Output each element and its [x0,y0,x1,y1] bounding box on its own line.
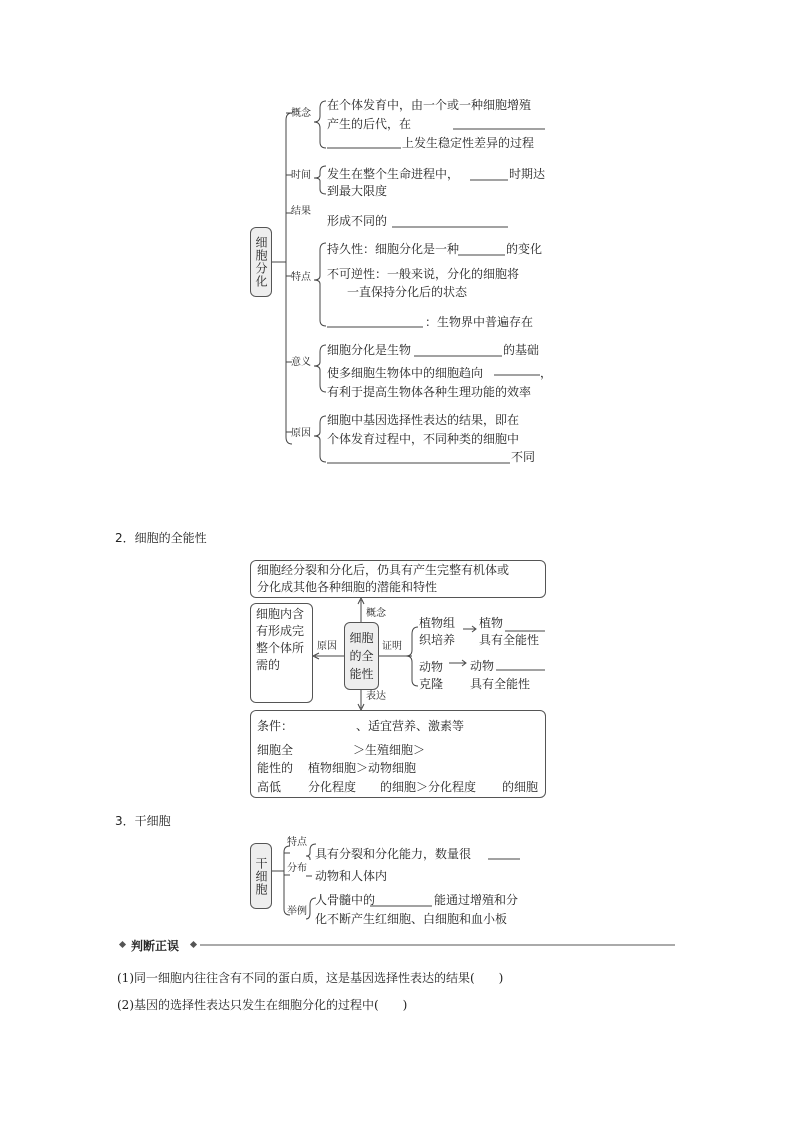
stem-label-feature: 特点 [287,837,307,848]
result-line: 形成不同的 [327,214,388,228]
stem-cell-root-label: 干细胞 [254,856,268,896]
animal-result-2: 具有全能性 [470,677,531,691]
concept-line-2: 产生的后代，在 [327,117,412,131]
level-3c: 的细胞 [502,780,539,794]
level-3b: 的细胞＞分化程度 [380,780,477,794]
arrow-label-reason: 原因 [317,641,337,652]
reason-line-3: 不同 [511,450,536,464]
animal-result-1: 动物 [470,659,495,673]
arrow-label-proof: 证明 [382,641,402,652]
reason-line-2: 个体发育过程中，不同种类的细胞中 [327,432,520,446]
meaning-1b: 的基础 [503,343,540,357]
reason-box-line-2: 有形成完 [256,624,305,638]
label-meaning: 意义 [291,357,311,368]
meaning-1: 细胞分化是生物 [327,343,412,357]
arrow-label-concept: 概念 [366,608,386,619]
feature-2-line-2: 一直保持分化后的状态 [347,285,468,299]
judge-title: 判断正误 [131,939,180,953]
plant-result-1: 植物 [479,616,504,630]
animal-line-1: 动物 [419,660,444,674]
totipotency-reason-box [250,603,313,703]
stem-label-distribution: 分布 [287,863,307,874]
section-2-title: 2．细胞的全能性 [115,531,207,545]
level-label-3: 高低 [257,780,282,794]
time-line-1: 发生在整个生命进程中， [327,167,460,181]
plant-line-1: 植物组 [419,616,456,630]
label-features: 特点 [291,272,311,283]
cell-differentiation-root [250,227,272,297]
stem-example-1b: 能通过增殖和分 [434,893,519,907]
reason-box-line-4: 需的 [256,658,281,672]
stem-feature: 具有分裂和分化能力，数量很 [315,847,472,861]
label-result: 结果 [291,206,311,217]
totipotency-concept-box [250,560,546,598]
time-line-2: 到最大限度 [327,184,388,198]
feature-1b: 的变化 [506,242,543,256]
plant-line-2: 织培养 [419,633,456,647]
reason-line-1: 细胞中基因选择性表达的结果，即在 [327,413,520,427]
meaning-2-line-1: 使多细胞生物体中的细胞趋向 [327,366,484,380]
label-concept: 概念 [291,108,311,119]
level-label-1: 细胞全 [257,743,294,757]
concept-box-line-2: 分化成其他各种细胞的潜能和特性 [257,580,438,594]
reason-box-line-3: 整个体所 [256,641,305,655]
condition-text: 、适宜营养、激素等 [356,719,465,733]
reason-box-line-1: 细胞内含 [256,607,305,621]
judge-question-2: (2)基因的选择性表达只发生在细胞分化的过程中( ) [117,998,408,1012]
condition-label: 条件： [257,719,294,733]
stem-cell-root [250,843,272,909]
arrow-label-express: 表达 [366,691,386,702]
label-time: 时间 [291,170,311,181]
level-1: ＞生殖细胞＞ [353,743,426,757]
section-3-title: 3．干细胞 [115,814,171,828]
stem-example-1a: 人骨髓中的 [315,893,376,907]
level-label-2: 能性的 [257,761,294,775]
judge-question-1: (1)同一细胞内往往含有不同的蛋白质，这是基因选择性表达的结果( ) [117,971,504,985]
feature-2-line-1: 不可逆性：一般来说，分化的细胞将 [327,267,520,281]
concept-line-1: 在个体发育中，由一个或一种细胞增殖 [327,98,532,112]
plant-result-2: 具有全能性 [479,633,540,647]
concept-box-line-1: 细胞经分裂和分化后，仍具有产生完整有机体或 [257,563,510,577]
feature-3: ：生物界中普遍存在 [425,315,534,329]
meaning-2-line-1b: ， [540,366,553,380]
time-line-1b: 时期达 [509,167,546,181]
root-label: 细胞分化 [254,236,268,288]
totipotency-center-box [344,622,379,690]
animal-line-2: 克隆 [419,677,444,691]
label-reason: 原因 [291,428,311,439]
concept-line-3: 上发生稳定性差异的过程 [402,136,535,150]
level-3a: 分化程度 [308,780,357,794]
level-2: 植物细胞＞动物细胞 [308,761,417,775]
stem-label-example: 举例 [287,906,307,917]
stem-distribution: 动物和人体内 [315,869,388,883]
feature-1: 持久性：细胞分化是一种 [327,242,460,256]
meaning-2-line-2: 有利于提高生物体各种生理功能的效率 [327,385,532,399]
stem-example-2: 化不断产生红细胞、白细胞和血小板 [315,912,508,926]
center-box-text: 细胞的全能性 [349,631,374,681]
